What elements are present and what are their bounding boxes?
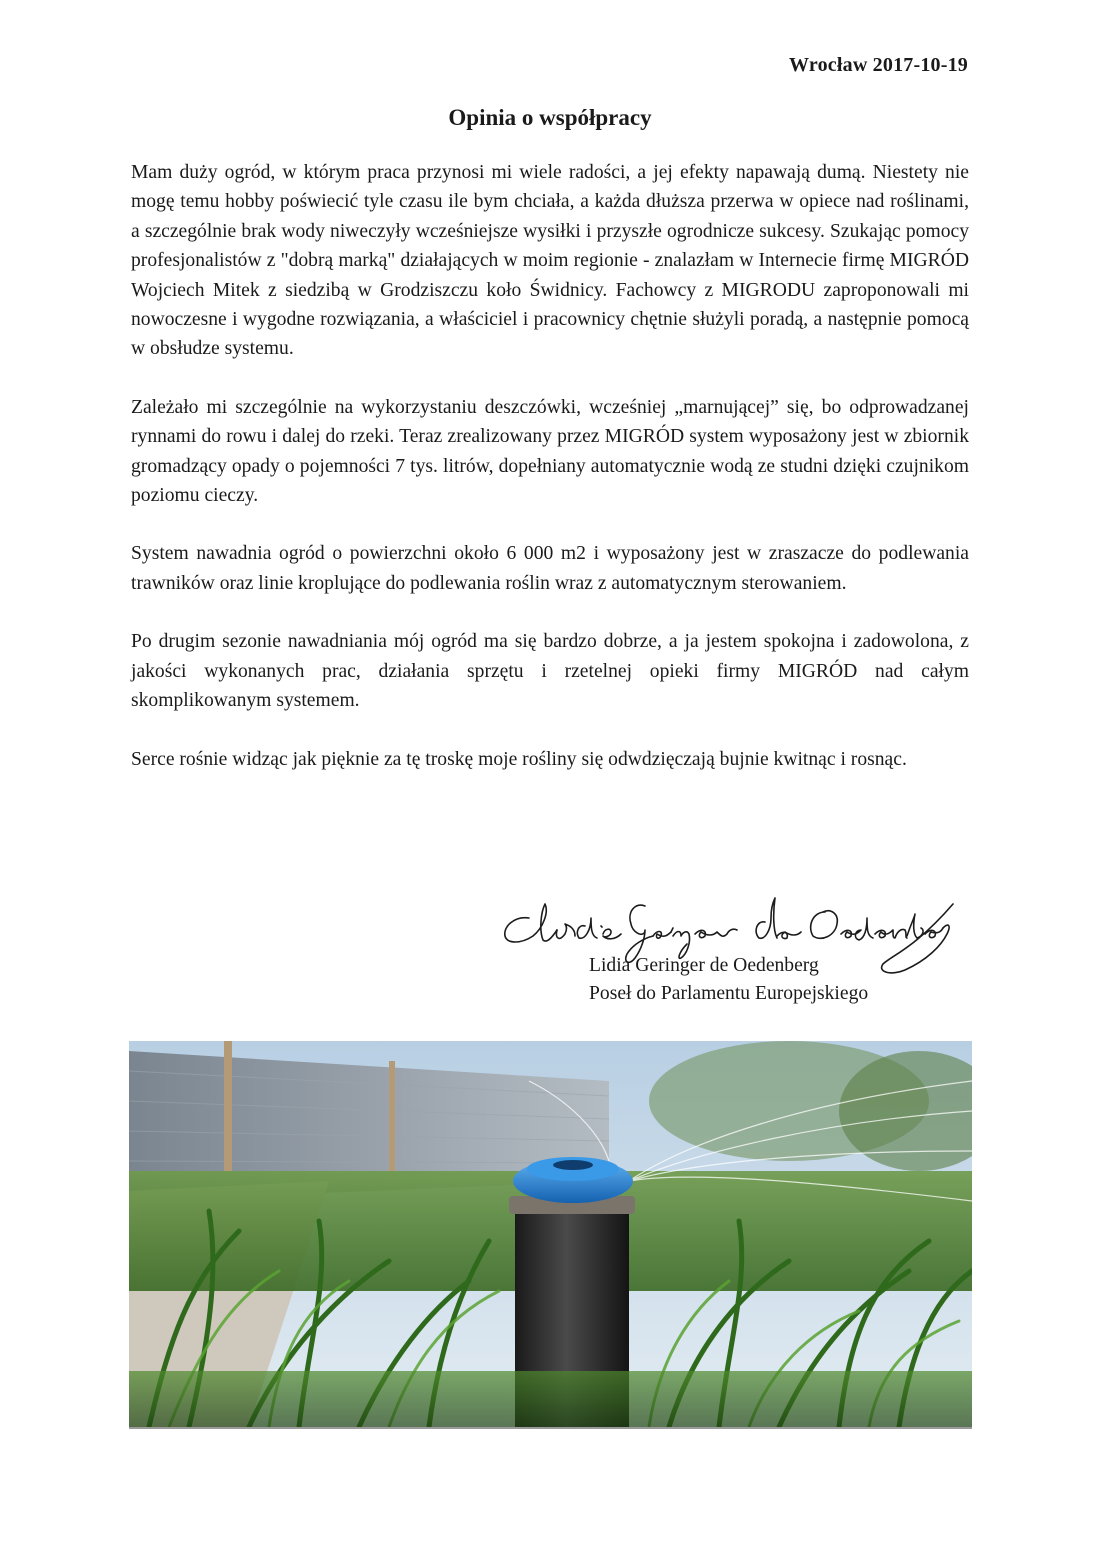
- paragraph: Mam duży ogród, w którym praca przynosi mi wiele radości, a jej efekty napawają dumą. Niestety nie mogę temu hobby poświecić tyle czasu ile bym chciała, a każda dłuższa przerwa w opiece nad roślinami, a szczególnie brak wody niweczyły wcześniejsze wysiłki i przyszłe ogrodnicze sukcesy. Szukając pomocy profesjonalistów z "dobrą marką" działających w moim regionie - znalazłam w Internecie firmę MIGRÓD Wojciech Mitek z siedzibą w Grodziszczu koło Świdnicy. Fachowcy z MIGRODU zaproponowali mi nowoczesne i wygodne rozwiązania, a właściciel i pracownicy chętnie służyli poradą, a następnie pomocą w obsłudze systemu.: [131, 162, 969, 360]
- garden-sprinkler-photo: [129, 1041, 972, 1429]
- letter-body: [131, 158, 969, 803]
- signer-role: Poseł do Parlamentu Europejskiego: [589, 983, 869, 1004]
- paragraph: Serce rośnie widząc jak pięknie za tę troskę moje rośliny się odwdzięczają bujnie kwitnąc i rosnąc.: [131, 748, 907, 770]
- sprinkler-illustration: [129, 1041, 972, 1427]
- paragraph: Zależało mi szczególnie na wykorzystaniu deszczówki, wcześniej „marnującej” się, bo odprowadzanej rynnami do rowu i dalej do rzeki. Teraz zrealizowany przez MIGRÓD system wyposażony jest w zbiornik gromadzący opady o pojemności 7 tys. litrów, dopełniany automatycznie wodą ze studni dzięki czujnikom poziomu cieczy.: [131, 396, 969, 507]
- signer-block: [589, 952, 868, 1008]
- signer-name: Lidia Geringer de Oedenberg: [589, 955, 819, 976]
- paragraph: System nawadnia ogród o powierzchni około 6 000 m2 i wyposażony jest w zraszacze do podlewania trawników oraz linie kroplujące do podlewania roślin wraz z automatycznym sterowaniem.: [131, 543, 969, 594]
- paragraph: Po drugim sezonie nawadniania mój ogród ma się bardzo dobrze, a ja jestem spokojna i zadowolona, z jakości wykonanych prac, działania sprzętu i rzetelnej opieki firmy MIGRÓD nad całym skomplikowanym systemem.: [131, 631, 969, 712]
- letter-date: Wrocław 2017-10-19: [789, 54, 968, 76]
- letter-title: Opinia o współpracy: [448, 105, 652, 130]
